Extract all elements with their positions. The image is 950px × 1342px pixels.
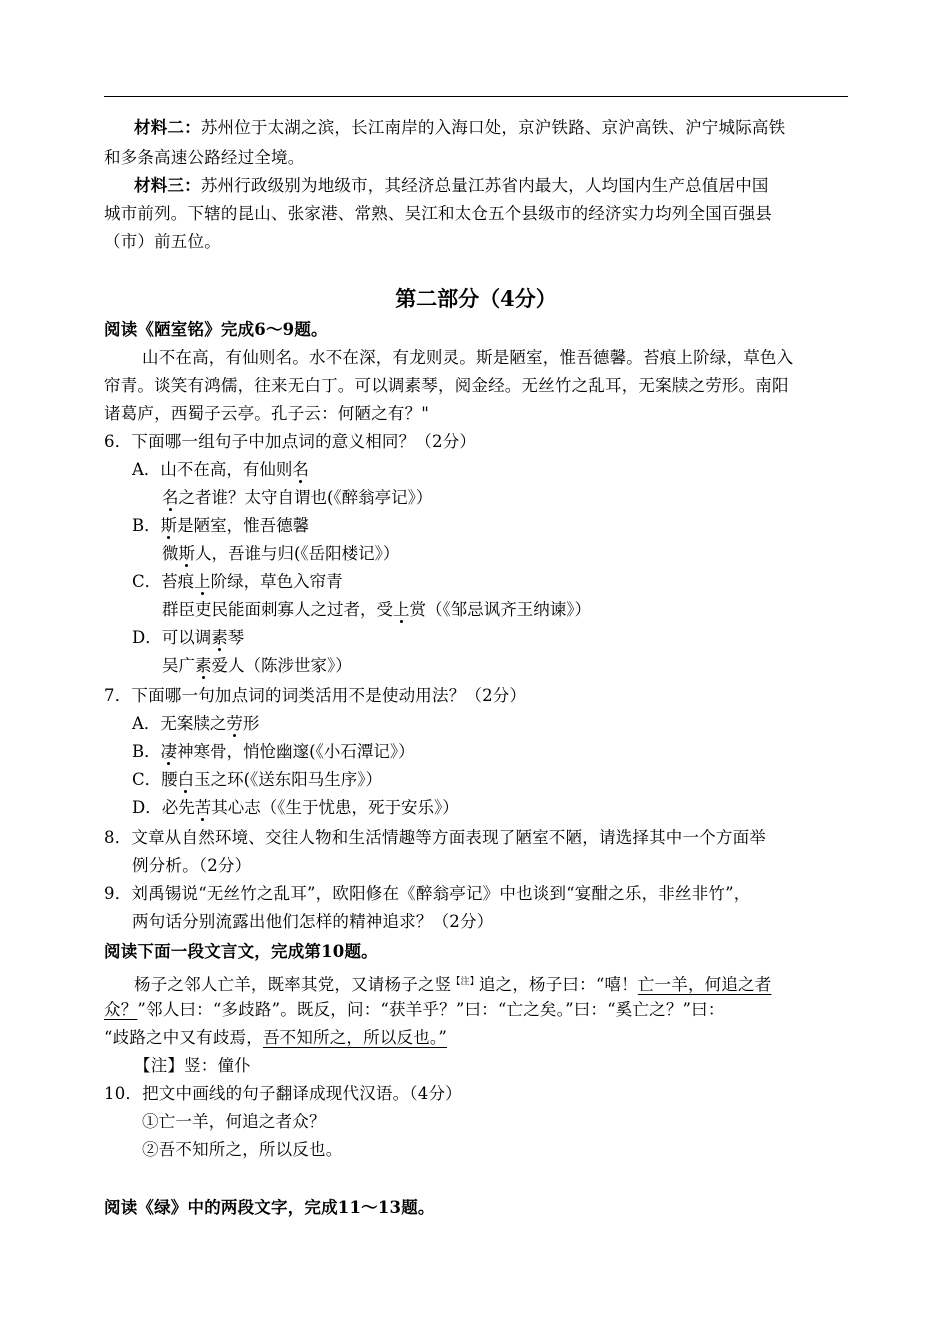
material-3-cont2: （市）前五位。: [104, 232, 221, 251]
q6-option-d-line-2: 吴广素爱人（陈涉世家》）: [162, 656, 352, 675]
q9-line-1: 9．刘禹锡说“无丝竹之乱耳”，欧阳修在《醉翁亭记》中也谈到“宴酣之乐，非丝非竹”，: [104, 884, 751, 903]
q6-option-b-line-2: 微斯人，吾谁与归(《岳阳楼记》）: [162, 544, 400, 563]
material-3-label: 材料三：: [134, 176, 201, 195]
material-2: [104, 114, 848, 142]
q8-line-2: 例分析。（2分）: [132, 856, 252, 875]
q6-option-b-line-1: B．斯是陋室，惟吾德馨: [132, 516, 310, 535]
q10-stem: 10．把文中画线的句子翻译成现代汉语。（4分）: [104, 1084, 462, 1103]
q6-option-a-line-2: 名之者谁？太守自谓也(《醉翁亭记》）: [162, 488, 433, 507]
material-2-text: 苏州位于太湖之滨，长江南岸的入海口处，京沪铁路、京沪高铁、沪宁城际高铁: [200, 118, 786, 137]
material-2-label: 材料二：: [134, 118, 201, 137]
reading-1-line-3: 诸葛庐，西蜀子云亭。孔子云：何陋之有？": [104, 404, 430, 423]
q6-option-c-line-2: 群臣吏民能面刺寡人之过者，受上赏（《邹忌讽齐王纳谏》）: [162, 600, 591, 619]
reading-2-line-2: 众？”邻人曰：“多歧路”。既反，问：“获羊乎？”曰：“亡之矣。”曰：“奚亡之？”曰：: [104, 1000, 725, 1019]
q7-stem: 7．下面哪一句加点词的词类活用不是使动用法？（2分）: [104, 686, 527, 705]
q7-option-b: B．凄神寒骨，悄怆幽邃(《小石潭记》）: [132, 742, 415, 761]
reading-1-line-1: 山不在高，有仙则名。水不在深，有龙则灵。斯是陋室，惟吾德馨。苔痕上阶绿，草色入: [142, 348, 794, 367]
material-2-cont: 和多条高速公路经过全境。: [104, 148, 305, 167]
reading-2-note: 【注】竖：僮仆: [134, 1056, 251, 1075]
q7-option-d: D．必先苦其心志（《生于忧患，死于安乐》）: [132, 798, 459, 817]
q8-line-1: 8．文章从自然环境、交往人物和生活情趣等方面表现了陋室不陋，请选择其中一个方面举: [104, 828, 766, 847]
reading-1-heading: 阅读《陋室铭》完成6～9题。: [104, 320, 328, 339]
top-rule: [104, 96, 848, 97]
material-3: [104, 172, 848, 200]
q10-sentence-2: ②吾不知所之，所以反也。: [142, 1140, 343, 1159]
reading-2-line-3: “歧路之中又有歧焉，吾不知所之，所以反也。”: [104, 1028, 448, 1047]
reading-1-line-2: 帘青。谈笑有鸿儒，往来无白丁。可以调素琴，阅金经。无丝竹之乱耳，无案牍之劳形。南阳: [104, 376, 789, 395]
q6-option-a-line-1: A．山不在高，有仙则名: [132, 460, 309, 479]
section-title: 第二部分（4分）: [395, 286, 557, 311]
reading-3-heading: 阅读《绿》中的两段文字，完成11～13题。: [104, 1198, 435, 1217]
q6-option-c-line-1: C．苔痕上阶绿，草色入帘青: [132, 572, 343, 591]
q6-option-d-line-1: D．可以调素琴: [132, 628, 245, 647]
material-3-text: 苏州行政级别为地级市，其经济总量江苏省内最大，人均国内生产总值居中国: [200, 176, 769, 195]
q7-option-c: C．腰白玉之环(《送东阳马生序》）: [132, 770, 383, 789]
reading-2-line-1: 杨子之邻人亡羊，既率其党，又请杨子之竖$^{【注】}$追之，杨子曰：“嘻！亡一羊，何追之者: [134, 975, 772, 994]
q10-sentence-1: ①亡一羊，何追之者众？: [142, 1112, 326, 1131]
material-3-cont: 城市前列。下辖的昆山、张家港、常熟、吴江和太仓五个县级市的经济实力均列全国百强县: [104, 204, 772, 223]
q9-line-2: 两句话分别流露出他们怎样的精神追求？（2分）: [132, 912, 494, 931]
reading-2-heading: 阅读下面一段文言文，完成第10题。: [104, 942, 378, 961]
q7-option-a: A．无案牍之劳形: [132, 714, 260, 733]
q6-stem: 6．下面哪一组句子中加点词的意义相同？（2分）: [104, 432, 477, 451]
